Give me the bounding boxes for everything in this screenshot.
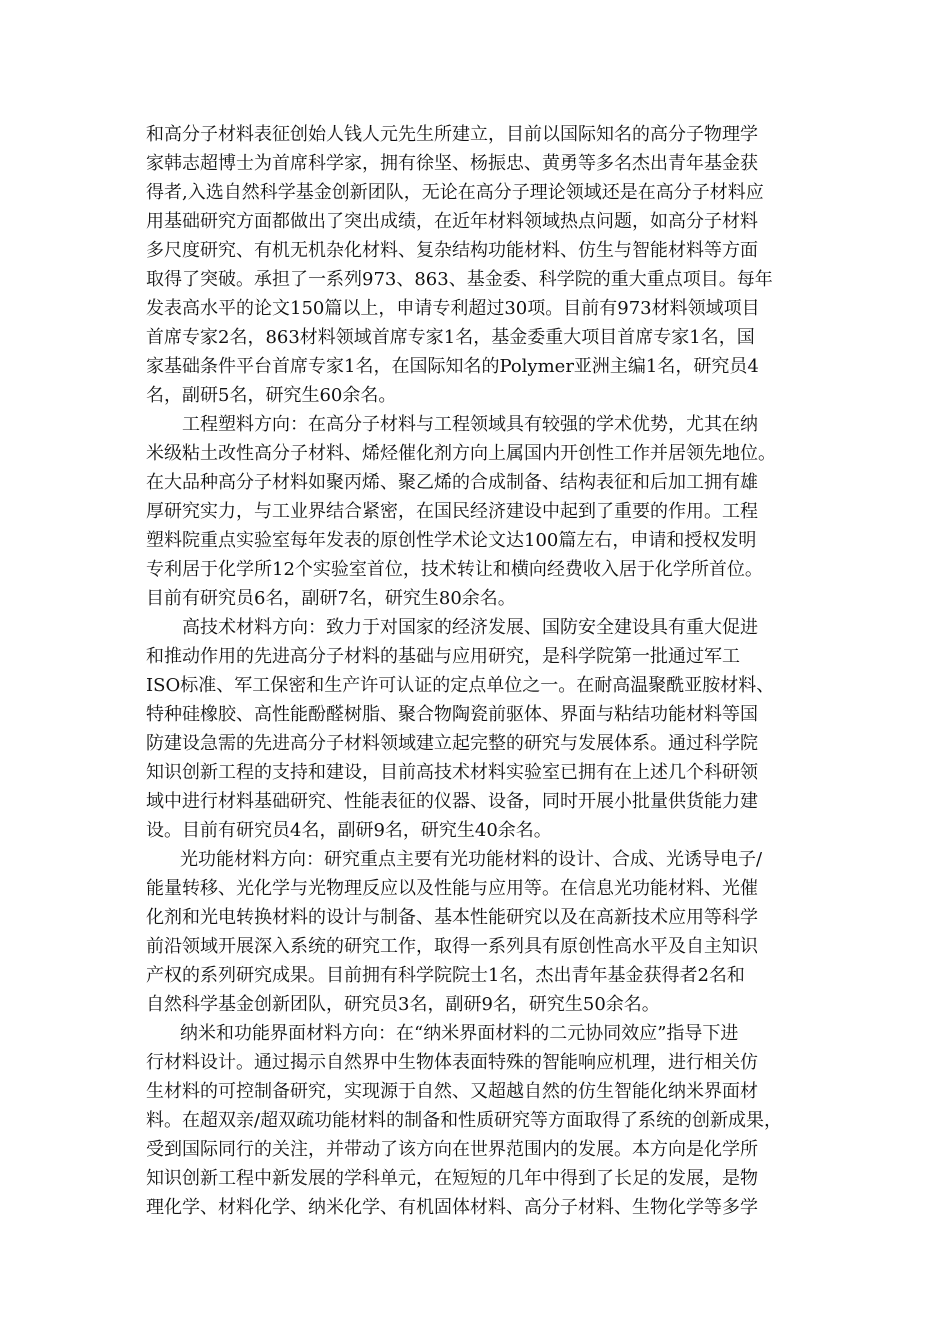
- text-line: 域中进行材料基础研究、性能表征的仪器、设备，同时开展小批量供货能力建: [146, 791, 758, 812]
- text-line: 在大品种高分子材料如聚丙烯、聚乙烯的合成制备、结构表征和后加工拥有雄: [146, 472, 758, 493]
- text-line: 用基础研究方面都做出了突出成绩，在近年材料领域热点问题，如高分子材料: [146, 211, 758, 232]
- text-line: 能量转移、光化学与光物理反应以及性能与应用等。在信息光功能材料、光催: [146, 878, 758, 899]
- text-line: 目前有研究员6名，副研7名，研究生80余名。: [146, 588, 516, 609]
- text-line: 首席专家2名，863材料领域首席专家1名，基金委重大项目首席专家1名，国: [146, 327, 755, 348]
- text-line: 米级粘土改性高分子材料、烯烃催化剂方向上属国内开创性工作并居领先地位。: [146, 443, 776, 464]
- document-body: [146, 120, 816, 1222]
- text-line: 理化学、材料化学、纳米化学、有机固体材料、高分子材料、生物化学等多学: [146, 1197, 758, 1218]
- text-line: 专利居于化学所12个实验室首位，技术转让和横向经费收入居于化学所首位。: [146, 559, 763, 580]
- text-line: 生材料的可控制备研究，实现源于自然、又超越自然的仿生智能化纳米界面材: [146, 1081, 758, 1102]
- paragraph-engineering-plastics: [146, 410, 816, 613]
- text-line: 自然科学基金创新团队，研究员3名，副研9名，研究生50余名。: [146, 994, 660, 1015]
- text-line: 取得了突破。承担了一系列973、863、基金委、科学院的重大重点项目。每年: [146, 269, 773, 290]
- text-line: 厚研究实力，与工业界结合紧密，在国民经济建设中起到了重要的作用。工程: [146, 501, 758, 522]
- text-line: 设。目前有研究员4名，副研9名，研究生40余名。: [146, 820, 552, 841]
- text-line: ISO标准、军工保密和生产许可认证的定点单位之一。在耐高温聚酰亚胺材料、: [146, 675, 775, 696]
- text-line: 和推动作用的先进高分子材料的基础与应用研究，是科学院第一批通过军工: [146, 646, 740, 667]
- text-line: 多尺度研究、有机无机杂化材料、复杂结构功能材料、仿生与智能材料等方面: [146, 240, 758, 261]
- text-line: 知识创新工程中新发展的学科单元，在短短的几年中得到了长足的发展，是物: [146, 1168, 758, 1189]
- text-line: 家韩志超博士为首席科学家，拥有徐坚、杨振忠、黄勇等多名杰出青年基金获: [146, 153, 758, 174]
- text-line: 化剂和光电转换材料的设计与制备、基本性能研究以及在高新技术应用等科学: [146, 907, 758, 928]
- paragraph-high-tech-materials: [146, 613, 816, 845]
- text-line: 纳米和功能界面材料方向：在“纳米界面材料的二元协同效应”指导下进: [180, 1023, 739, 1044]
- text-line: 行材料设计。通过揭示自然界中生物体表面特殊的智能响应机理，进行相关仿: [146, 1052, 758, 1073]
- text-line: 发表高水平的论文150篇以上，申请专利超过30项。目前有973材料领域项目: [146, 298, 760, 319]
- text-line: 料。在超双亲/超双疏功能材料的制备和性质研究等方面取得了系统的创新成果，: [146, 1110, 783, 1131]
- text-line: 受到国际同行的关注，并带动了该方向在世界范围内的发展。本方向是化学所: [146, 1139, 758, 1160]
- text-line: 特种硅橡胶、高性能酚醛树脂、聚合物陶瓷前驱体、界面与粘结功能材料等国: [146, 704, 758, 725]
- text-line: 名，副研5名，研究生60余名。: [146, 385, 397, 406]
- text-line: 塑料院重点实验室每年发表的原创性学术论文达100篇左右，申请和授权发明: [146, 530, 757, 551]
- text-line: 工程塑料方向：在高分子材料与工程领域具有较强的学术优势，尤其在纳: [182, 414, 758, 435]
- text-line: 家基础条件平台首席专家1名，在国际知名的Polymer亚洲主编1名，研究员4: [146, 356, 759, 377]
- text-line: 前沿领域开展深入系统的研究工作，取得一系列具有原创性高水平及自主知识: [146, 936, 758, 957]
- text-line: 知识创新工程的支持和建设，目前高技术材料实验室已拥有在上述几个科研领: [146, 762, 758, 783]
- text-line: 高技术材料方向：致力于对国家的经济发展、国防安全建设具有重大促进: [182, 617, 758, 638]
- paragraph-optical-materials: [146, 845, 816, 1019]
- text-line: 和高分子材料表征创始人钱人元先生所建立，目前以国际知名的高分子物理学: [146, 124, 758, 145]
- text-line: 防建设急需的先进高分子材料领域建立起完整的研究与发展体系。通过科学院: [146, 733, 758, 754]
- text-line: 得者,入选自然科学基金创新团队，无论在高分子理论领域还是在高分子材料应: [146, 182, 764, 203]
- text-line: 光功能材料方向：研究重点主要有光功能材料的设计、合成、光诱导电子/: [180, 849, 763, 870]
- paragraph-polymer-physics: [146, 120, 816, 410]
- paragraph-nano-interface-materials: [146, 1019, 816, 1222]
- text-line: 产权的系列研究成果。目前拥有科学院院士1名，杰出青年基金获得者2名和: [146, 965, 745, 986]
